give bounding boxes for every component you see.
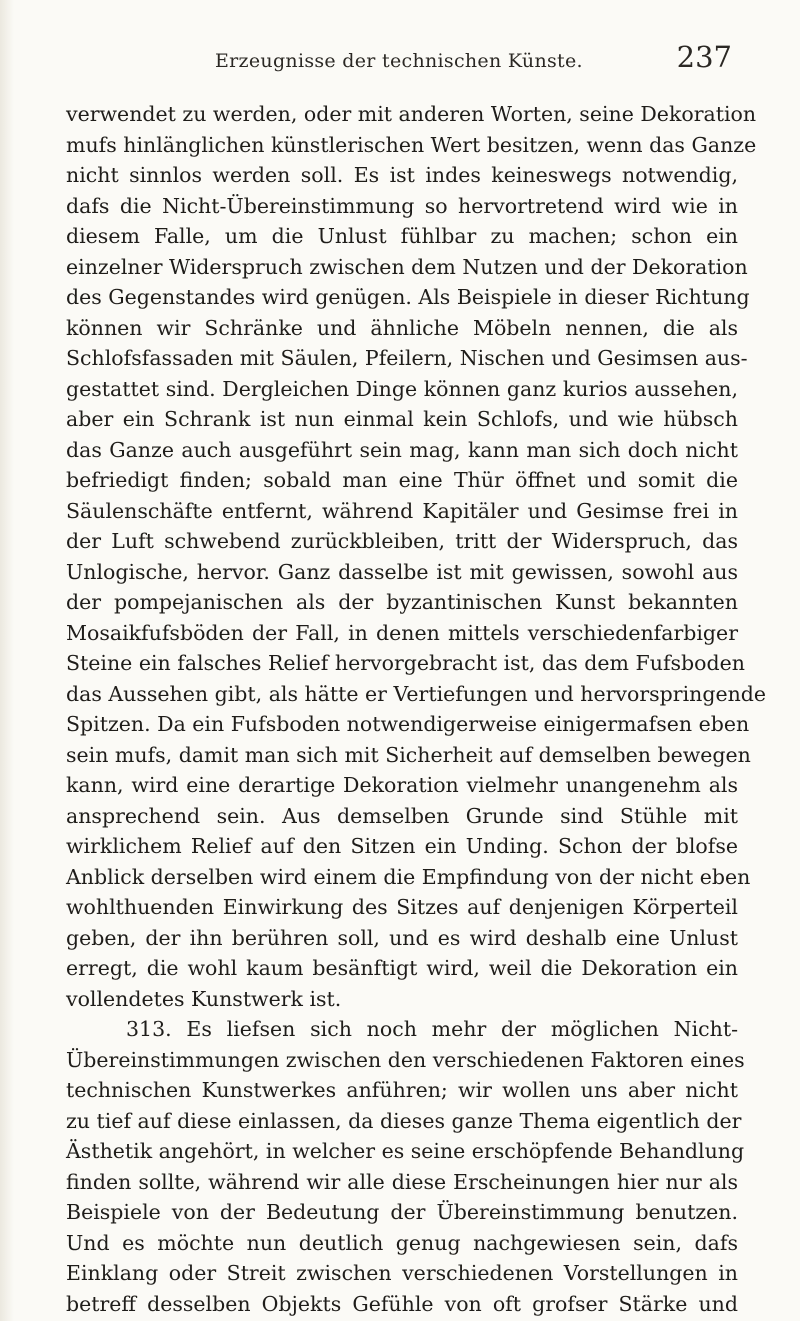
- text-line: Spitzen. Da ein Fufsboden notwendigerweise einigermafsen eben: [66, 712, 750, 736]
- text-line: technischen Kunstwerkes anführen; wir wollen uns aber nicht: [66, 1078, 738, 1102]
- text-line: der pompejanischen als der byzantinischen Kunst bekannten: [66, 590, 738, 614]
- text-line: sein mufs, damit man sich mit Sicherheit auf demselben bewegen: [66, 742, 751, 767]
- text-line: verwendet zu werden, oder mit anderen Worten, seine Dekoration: [66, 102, 757, 126]
- paragraph-end-line: vollendetes Kunstwerk ist.: [66, 986, 342, 1011]
- text-line: betreff desselben Objekts Gefühle von oft grofser Stärke und: [66, 1291, 738, 1316]
- text-line: Steine ein falsches Relief hervorgebracht ist, das dem Fufsboden: [66, 651, 745, 675]
- text-line: das Aussehen gibt, als hätte er Vertiefungen und hervorspringende: [66, 681, 767, 706]
- text-line: kann, wird eine derartige Dekoration vielmehr unangenehm als: [66, 773, 738, 797]
- text-line: gestattet sind. Dergleichen Dinge können ganz kurios aussehen,: [66, 376, 738, 401]
- text-line: Anblick derselben wird einem die Empfindung von der nicht eben: [66, 864, 751, 889]
- text-line: mufs hinlänglichen künstlerischen Wert besitzen, wenn das Ganze: [66, 132, 757, 157]
- text-line: Beispiele von der Bedeutung der Übereinstimmung benutzen.: [66, 1200, 738, 1224]
- text-line: Säulenschäfte entfernt, während Kapitäler und Gesimse frei in: [66, 498, 738, 523]
- text-line: das Ganze auch ausgeführt sein mag, kann man sich doch nicht: [66, 437, 738, 462]
- text-line: Schlofsfassaden mit Säulen, Pfeilern, Nischen und Gesimsen aus-: [66, 346, 748, 370]
- text-line: Einklang oder Streit zwischen verschiedenen Vorstellungen in: [66, 1261, 738, 1285]
- text-line: Und es möchte nun deutlich genug nachgewiesen sein, dafs: [66, 1230, 738, 1255]
- running-head: Erzeugnisse der technischen Künste.: [215, 50, 583, 72]
- text-line: können wir Schränke und ähnliche Möbeln nennen, die als: [66, 315, 738, 340]
- section-313-start-line: 313. Es liefsen sich noch mehr der möglichen Nicht-: [126, 1017, 738, 1041]
- text-line: nicht sinnlos werden soll. Es ist indes keineswegs notwendig,: [66, 163, 738, 187]
- page-header: [0, 40, 800, 76]
- text-line: diesem Falle, um die Unlust fühlbar zu machen; schon ein: [66, 224, 738, 248]
- text-line: ansprechend sein. Aus demselben Grunde sind Stühle mit: [66, 803, 738, 828]
- text-line: Unlogische, hervor. Ganz dasselbe ist mit gewissen, sowohl aus: [66, 559, 738, 584]
- text-line: aber ein Schrank ist nun einmal kein Schlofs, und wie hübsch: [66, 407, 738, 431]
- body-text: [66, 99, 767, 1319]
- text-line: Mosaikfufsböden der Fall, in denen mittels verschiedenfarbiger: [66, 620, 738, 645]
- text-line: finden sollte, während wir alle diese Erscheinungen hier nur als: [66, 1169, 738, 1194]
- text-line: Ästhetik angehört, in welcher es seine erschöpfende Behandlung: [66, 1139, 745, 1163]
- text-line: zu tief auf diese einlassen, da dieses ganze Thema eigentlich der: [66, 1108, 742, 1133]
- text-line: befriedigt finden; sobald man eine Thür öffnet und somit die: [66, 468, 738, 492]
- text-line: wohlthuenden Einwirkung des Sitzes auf denjenigen Körperteil: [66, 895, 738, 919]
- text-line: geben, der ihn berühren soll, und es wird deshalb eine Unlust: [66, 925, 738, 950]
- text-line: erregt, die wohl kaum besänftigt wird, weil die Dekoration ein: [66, 956, 738, 980]
- text-line: einzelner Widerspruch zwischen dem Nutzen und der Dekoration: [66, 254, 748, 279]
- text-line: wirklichem Relief auf den Sitzen ein Unding. Schon der blofse: [66, 834, 738, 858]
- text-line: des Gegenstandes wird genügen. Als Beispiele in dieser Richtung: [66, 285, 750, 309]
- text-line: der Luft schwebend zurückbleiben, tritt der Widerspruch, das: [66, 529, 738, 553]
- text-line: dafs die Nicht-Übereinstimmung so hervortretend wird wie in: [66, 193, 738, 218]
- page-number: 237: [676, 40, 732, 74]
- page-edge-shadow: [0, 0, 14, 1321]
- text-line: Übereinstimmungen zwischen den verschiedenen Faktoren eines: [66, 1047, 745, 1072]
